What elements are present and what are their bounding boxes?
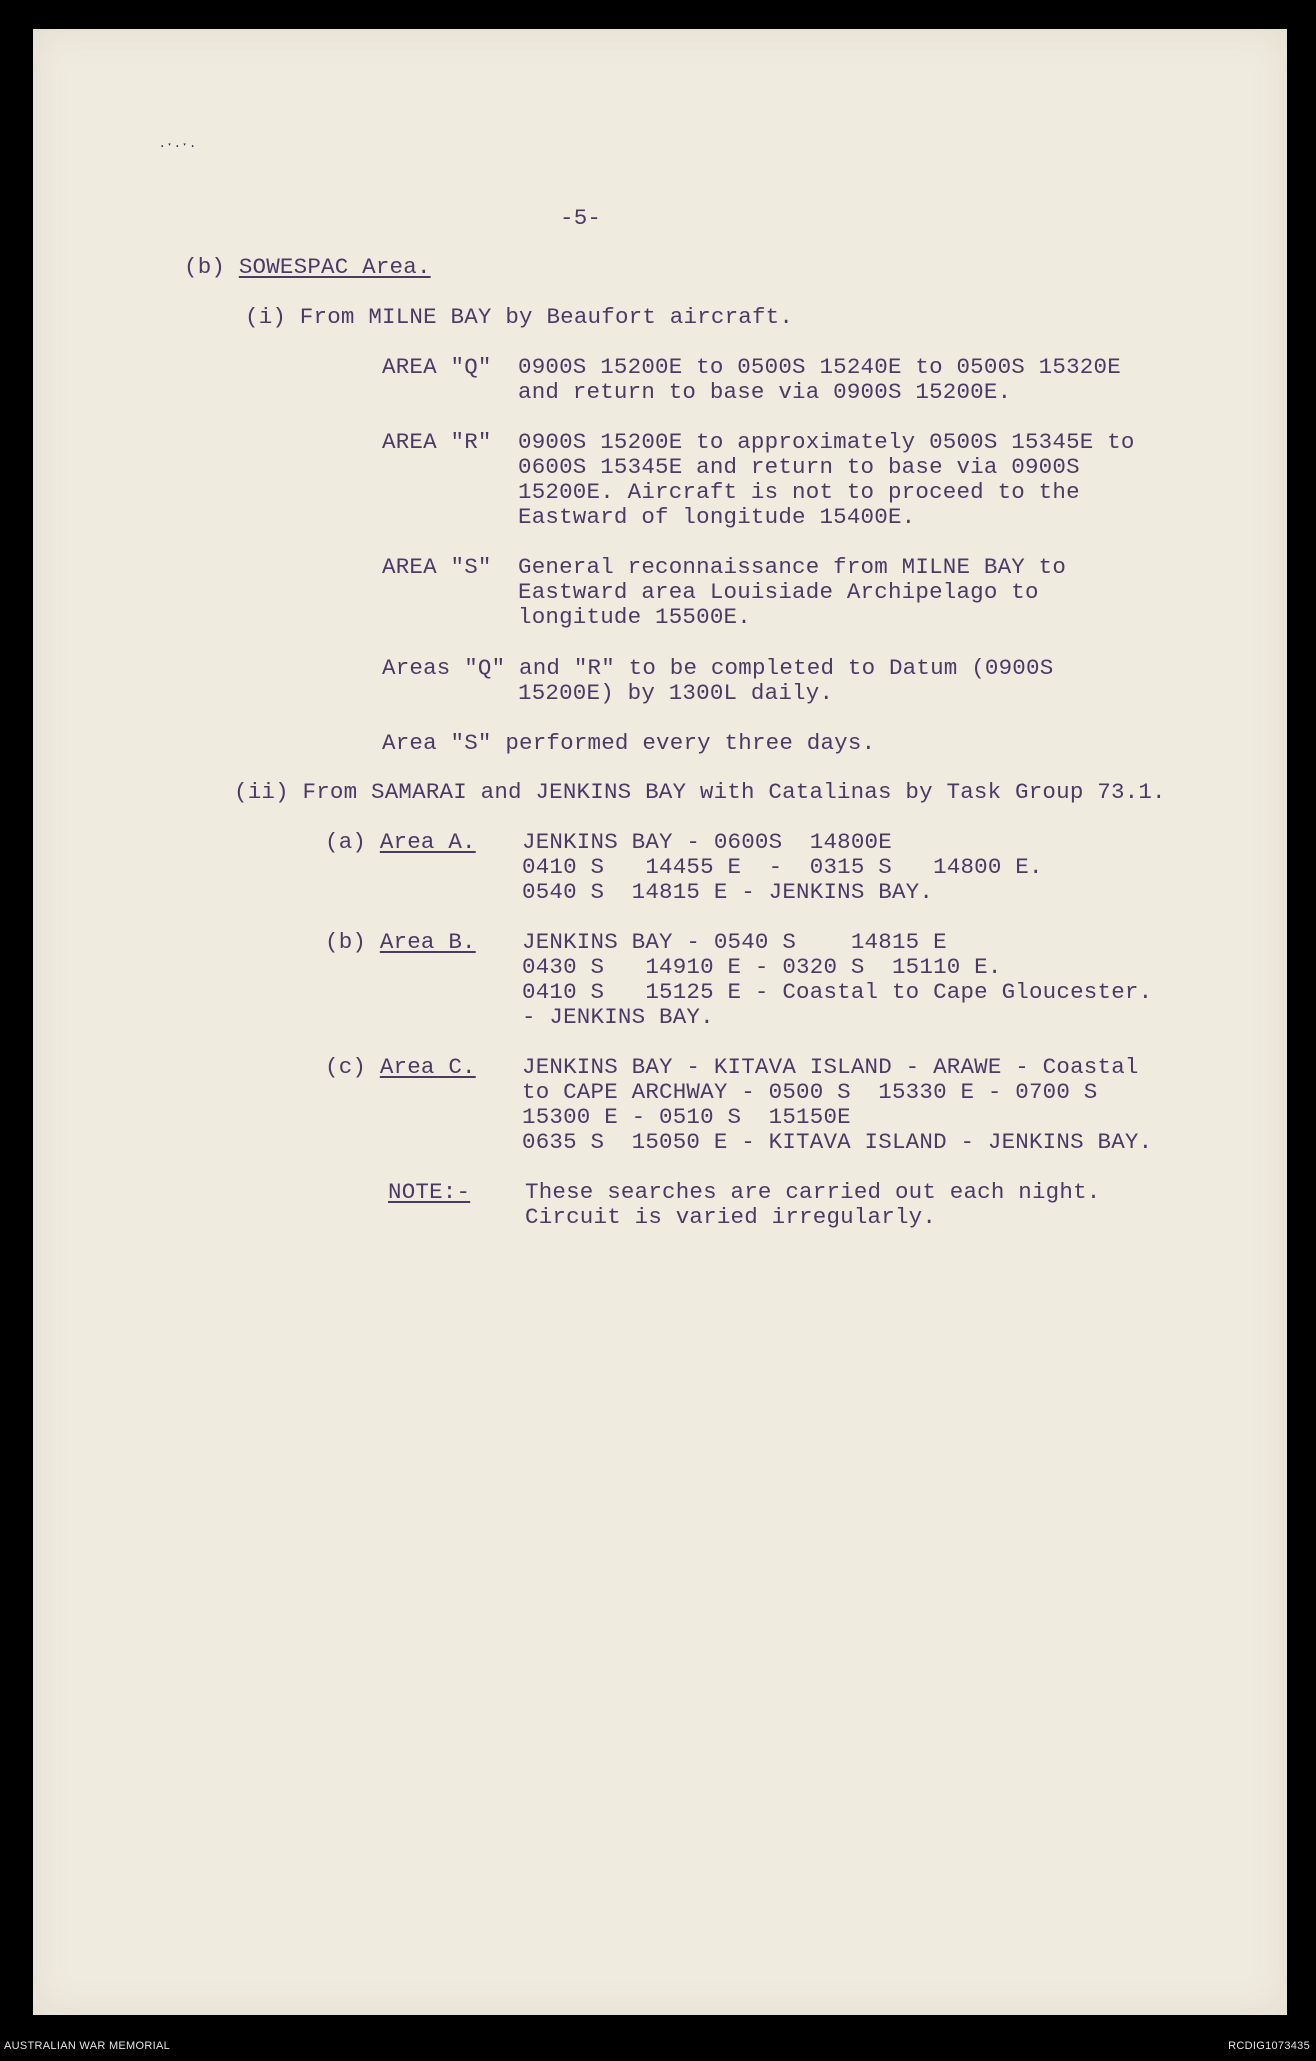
area-c-line-1: JENKINS BAY - KITAVA ISLAND - ARAWE - Coastal	[522, 1054, 1139, 1080]
area-b-heading	[325, 930, 476, 955]
note-qr-line-1: Areas "Q" and "R" to be completed to Datum (0900S	[382, 655, 1054, 681]
footer-archive-name: AUSTRALIAN WAR MEMORIAL	[4, 2040, 171, 2052]
section-b-heading	[184, 255, 431, 280]
area-r-line-2: 0600S 15345E and return to base via 0900S	[518, 454, 1080, 480]
area-q-line-1: 0900S 15200E to 0500S 15240E to 0500S 15320E	[518, 354, 1121, 380]
section-b-title: SOWESPAC Area.	[238, 254, 431, 280]
area-s-label: AREA "S"	[382, 554, 492, 580]
document-page	[33, 29, 1287, 2015]
area-b-prefix: (b)	[325, 929, 380, 955]
note-line-2: Circuit is varied irregularly.	[525, 1204, 937, 1230]
section-b-label: (b)	[184, 254, 239, 280]
page-marks: ·ˑ·ˑ·	[160, 139, 198, 155]
page-number: -5-	[560, 205, 602, 231]
area-c-line-2: to CAPE ARCHWAY - 0500 S 15330 E - 0700 S	[522, 1079, 1098, 1105]
subsection-i-heading: (i) From MILNE BAY by Beaufort aircraft.	[245, 304, 794, 330]
note-s: Area "S" performed every three days.	[382, 730, 876, 756]
area-c-heading	[325, 1055, 476, 1080]
area-s-line-1: General reconnaissance from MILNE BAY to	[518, 554, 1067, 580]
area-a-line-2: 0410 S 14455 E - 0315 S 14800 E.	[522, 854, 1043, 880]
area-s-line-3: longitude 15500E.	[518, 604, 751, 630]
area-c-prefix: (c)	[325, 1054, 380, 1080]
area-r-line-3: 15200E. Aircraft is not to proceed to the	[518, 479, 1080, 505]
note-line-1: These searches are carried out each night.	[525, 1179, 1101, 1205]
area-a-line-3: 0540 S 14815 E - JENKINS BAY.	[522, 879, 934, 905]
area-r-line-4: Eastward of longitude 15400E.	[518, 504, 916, 530]
area-b-line-4: - JENKINS BAY.	[522, 1004, 714, 1030]
area-a-heading	[325, 830, 476, 855]
area-c-line-3: 15300 E - 0510 S 15150E	[522, 1104, 851, 1130]
area-a-prefix: (a)	[325, 829, 380, 855]
area-q-line-2: and return to base via 0900S 15200E.	[518, 379, 1012, 405]
note-label: NOTE:-	[388, 1179, 471, 1205]
area-c-line-4: 0635 S 15050 E - KITAVA ISLAND - JENKINS BAY.	[522, 1129, 1153, 1155]
area-s-line-2: Eastward area Louisiade Archipelago to	[518, 579, 1039, 605]
area-a-label: Area A.	[379, 829, 476, 855]
area-b-line-3: 0410 S 15125 E - Coastal to Cape Gloucester.	[522, 979, 1153, 1005]
area-b-line-1: JENKINS BAY - 0540 S 14815 E	[522, 929, 947, 955]
subsection-ii-heading: (ii) From SAMARAI and JENKINS BAY with Catalinas by Task Group 73.1.	[234, 779, 1166, 805]
area-q-label: AREA "Q"	[382, 354, 492, 380]
note-qr-line-2: 15200E) by 1300L daily.	[518, 680, 834, 706]
area-a-line-1: JENKINS BAY - 0600S 14800E	[522, 829, 892, 855]
area-b-line-2: 0430 S 14910 E - 0320 S 15110 E.	[522, 954, 1002, 980]
area-r-line-1: 0900S 15200E to approximately 0500S 15345E to	[518, 429, 1135, 455]
area-r-label: AREA "R"	[382, 429, 492, 455]
area-b-label: Area B.	[379, 929, 476, 955]
footer-record-id: RCDIG1073435	[1228, 2040, 1310, 2052]
area-c-label: Area C.	[379, 1054, 476, 1080]
